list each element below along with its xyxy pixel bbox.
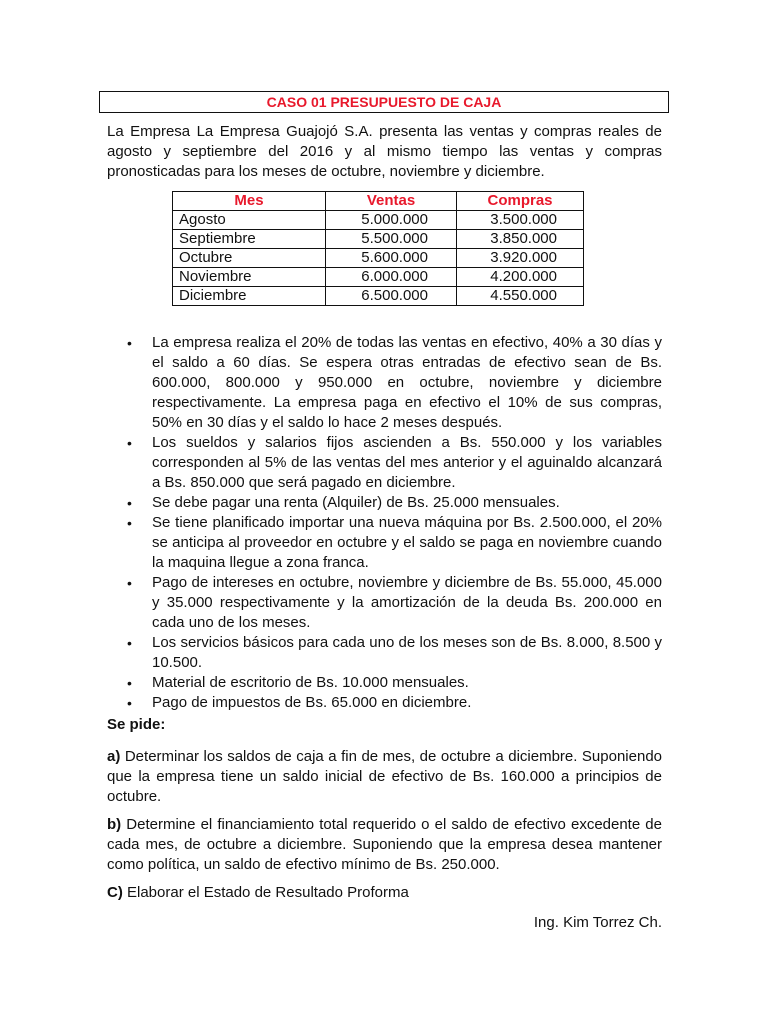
cell-ventas: 6.500.000 [326, 287, 457, 306]
cell-compras: 3.850.000 [457, 230, 584, 249]
bullet-icon: • [127, 335, 132, 351]
cell-month: Octubre [173, 249, 326, 268]
bullet-icon: • [127, 495, 132, 511]
sales-purchases-table [172, 191, 584, 306]
table-row [173, 211, 584, 230]
list-item-text: Los servicios básicos para cada uno de los meses son de Bs. 8.000, 8.500 y 10.500. [152, 634, 662, 671]
bullet-icon: • [127, 435, 132, 451]
cell-month: Noviembre [173, 268, 326, 287]
list-item [107, 633, 662, 673]
list-item-text: La empresa realiza el 20% de todas las ventas en efectivo, 40% a 30 días y el saldo a 60 días. Se espera otras entradas de efectivo sean de Bs. 600.000, 800.000 y 950.000 en octubre, noviembre y diciembre respectivamente. La empresa paga en efectivo el 10% de sus compras, 50% en 30 días y el saldo lo hace 2 meses después. [152, 334, 662, 431]
cell-compras: 4.200.000 [457, 268, 584, 287]
cell-ventas: 5.600.000 [326, 249, 457, 268]
bullet-icon: • [127, 515, 132, 531]
bullet-icon: • [127, 575, 132, 591]
cell-ventas: 5.000.000 [326, 211, 457, 230]
list-item [107, 573, 662, 633]
cell-compras: 3.500.000 [457, 211, 584, 230]
cell-ventas: 6.000.000 [326, 268, 457, 287]
list-item-text: Se debe pagar una renta (Alquiler) de Bs. 25.000 mensuales. [152, 494, 560, 511]
cell-compras: 4.550.000 [457, 287, 584, 306]
list-item-text: Se tiene planificado importar una nueva máquina por Bs. 2.500.000, el 20% se anticipa al proveedor en octubre y el saldo se paga en noviembre cuando la maquina llegue a zona franca. [152, 514, 662, 571]
list-item-text: Material de escritorio de Bs. 10.000 mensuales. [152, 674, 469, 691]
cell-compras: 3.920.000 [457, 249, 584, 268]
question-b [107, 815, 662, 875]
author-signature: Ing. Kim Torrez Ch. [533, 914, 662, 931]
question-c-text: Elaborar el Estado de Resultado Proforma [122, 884, 409, 901]
list-item [107, 673, 662, 693]
question-c-label: C) [107, 884, 123, 901]
se-pide-heading: Se pide: [107, 716, 166, 733]
cell-month: Septiembre [173, 230, 326, 249]
header-mes: Mes [173, 192, 326, 211]
list-item [107, 433, 662, 493]
bullet-icon: • [127, 635, 132, 651]
bullet-icon: • [127, 695, 132, 711]
list-item [107, 333, 662, 433]
cell-month: Diciembre [173, 287, 326, 306]
case-title: CASO 01 PRESUPUESTO DE CAJA [99, 91, 669, 113]
list-item [107, 693, 662, 713]
intro-paragraph: La Empresa La Empresa Guajojó S.A. presenta las ventas y compras reales de agosto y septiembre del 2016 y al mismo tiempo las ventas y compras pronosticadas para los meses de octubre, noviembre y diciembre. [107, 123, 662, 180]
list-item-text: Los sueldos y salarios fijos ascienden a Bs. 550.000 y los variables corresponden al 5% de las ventas del mes anterior y el aguinaldo alcanzará a Bs. 850.000 que será pagado en diciembre. [152, 434, 662, 491]
cell-ventas: 5.500.000 [326, 230, 457, 249]
list-item [107, 513, 662, 573]
question-a [107, 747, 662, 807]
list-item-text: Pago de intereses en octubre, noviembre y diciembre de Bs. 55.000, 45.000 y 35.000 respectivamente y la amortización de la deuda Bs. 200.000 en cada uno de los meses. [152, 574, 662, 631]
table-row [173, 287, 584, 306]
table-header-row [173, 192, 584, 211]
header-compras: Compras [457, 192, 584, 211]
question-a-label: a) [107, 748, 121, 765]
conditions-list [107, 333, 662, 713]
question-c [107, 883, 662, 903]
question-b-label: b) [107, 816, 122, 833]
table-row [173, 230, 584, 249]
bullet-icon: • [127, 675, 132, 691]
question-a-text: Determinar los saldos de caja a fin de mes, de octubre a diciembre. Suponiendo que la empresa tiene un saldo inicial de efectivo de Bs. 160.000 a principios de octubre. [107, 748, 662, 805]
list-item [107, 493, 662, 513]
table-row [173, 249, 584, 268]
header-ventas: Ventas [326, 192, 457, 211]
cell-month: Agosto [173, 211, 326, 230]
table-row [173, 268, 584, 287]
list-item-text: Pago de impuestos de Bs. 65.000 en diciembre. [152, 694, 472, 711]
question-b-text: Determine el financiamiento total requerido o el saldo de efectivo excedente de cada mes, de octubre a diciembre. Suponiendo que la empresa desea mantener como política, un saldo de efectivo mínimo de Bs. 250.000. [107, 816, 662, 873]
